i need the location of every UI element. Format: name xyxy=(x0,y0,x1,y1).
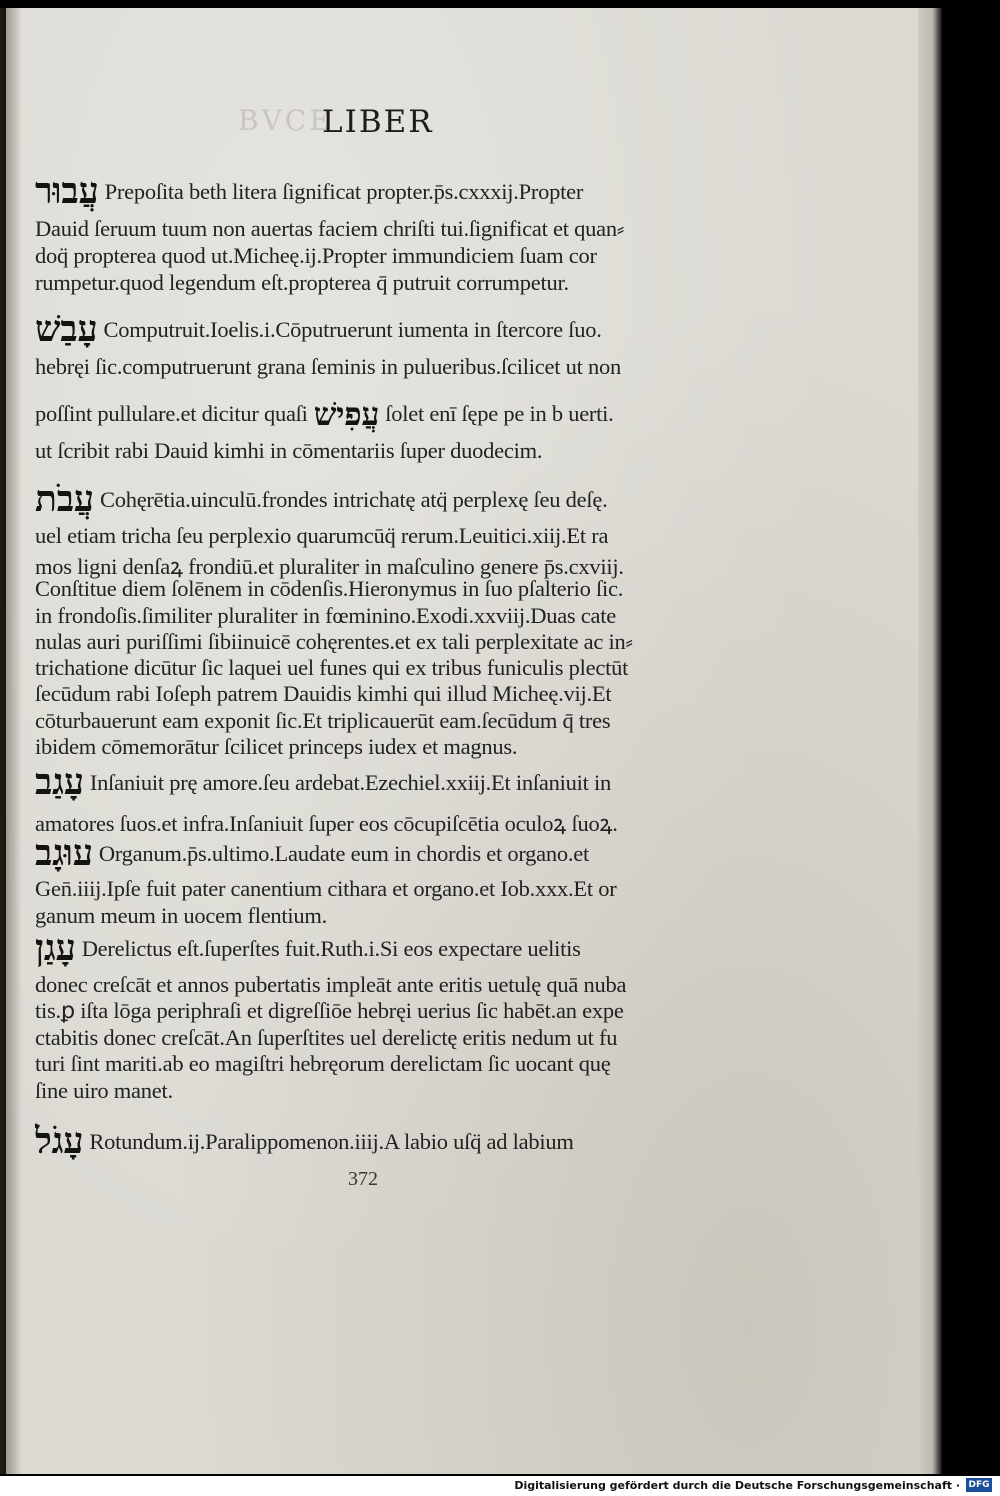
entry-line: ſecūdum rabi Ioſeph patrem Dauidis kimhi qui illud Micheę.vij.Et xyxy=(35,681,612,706)
hebrew-headword: עֲבוּר xyxy=(35,170,99,212)
show-through-heading: BVCE xyxy=(238,104,333,137)
hebrew-headword: עָגַן xyxy=(35,927,76,969)
binding-shadow xyxy=(0,8,22,1474)
hebrew-headword: עָבַשׁ xyxy=(35,308,98,350)
running-head: LIBER xyxy=(322,104,434,140)
entry-line: turi ſint mariti.ab eo magiſtri hebręorum derelictam ſic uocant quę xyxy=(35,1051,611,1076)
entry-line: trichatione dicūtur ſic laquei uel funes qui ex tribus funiculis plectūt xyxy=(35,655,629,680)
dfg-logo: DFG xyxy=(966,1478,992,1492)
entry-line: mos ligni denſaꝝ frondiū.et pluraliter in maſculino genere p̄s.cxviij. xyxy=(35,554,624,579)
entry-line: Dauid ſeruum tuum non auertas faciem chriſti tui.ſignificat et quan⸗ xyxy=(35,216,625,241)
entry-line: uel etiam tricha ſeu perplexio quarumcūq̈ rerum.Leuitici.xiij.Et ra xyxy=(35,523,609,548)
entry-text: ſolet enī ſępe pe in b uerti. xyxy=(385,401,614,426)
funding-credit: Digitalisierung gefördert durch die Deutsche Forschungsgemeinschaft · xyxy=(514,1479,960,1492)
entry-text: Inſaniuit prę amore.ſeu ardebat.Ezechiel.xxiij.Et inſaniuit in xyxy=(89,770,612,795)
entry-line xyxy=(35,170,685,212)
entry-text: poſſint pullulare.et dicitur quaſi xyxy=(35,401,308,426)
entry-line: nulas auri puriſſimi ſibiinuicē cohęrentes.et ex tali perplexitate ac in⸗ xyxy=(35,629,633,654)
entry-line xyxy=(35,1120,685,1162)
entry-line: donec creſcāt et annos pubertatis impleāt ante eritis uetulę quā nuba xyxy=(35,972,627,997)
hebrew-headword: עוּגָב xyxy=(35,832,93,874)
entry-line xyxy=(35,395,685,433)
entry-line xyxy=(35,478,685,520)
entry-line: cōturbauerunt eam exponit ſic.Et triplicauerūt eam.ſecūdum q̄ tres xyxy=(35,708,611,733)
entry-line xyxy=(35,308,685,350)
entry-line: ganum meum in uocem flentium. xyxy=(35,903,328,928)
entry-text: Prepoſita beth litera ſignificat propter.p̄s.cxxxij.Propter xyxy=(104,179,584,204)
hebrew-headword: עָגַב xyxy=(35,761,84,803)
entry-text: Rotundum.ij.Paralippomenon.iiij.A labio uſq̈ ad labium xyxy=(89,1129,574,1154)
entry-line xyxy=(35,927,685,969)
entry-text: Cohęrētia.uinculū.frondes intrichatę atq̈ perplexę ſeu deſę. xyxy=(99,487,608,512)
hebrew-headword: עֲבֹת xyxy=(35,478,94,520)
entry-line: hebręi ſic.computruerunt grana ſeminis in pulueribus.ſcilicet ut non xyxy=(35,354,621,379)
entry-line xyxy=(35,832,685,874)
hebrew-inline-word: עֲפִישׁ xyxy=(313,395,380,433)
entry-text: Computruit.Ioelis.i.Cōputruerunt iumenta in ſtercore ſuo. xyxy=(103,317,602,342)
entry-line: ctabitis donec creſcāt.An ſuperſtites uel derelictę eritis nedum ut fu xyxy=(35,1025,618,1050)
page-edge xyxy=(918,8,942,1474)
entry-line: Conſtitue diem ſolēnem in cōdenſis.Hieronymus in ſuo pſalterio ſic. xyxy=(35,576,624,601)
entry-line: doq̈ propterea quod ut.Micheę.ij.Propter immundiciem ſuam cor xyxy=(35,243,597,268)
entry-line: ut ſcribit rabi Dauid kimhi in cōmentariis ſuper duodecim. xyxy=(35,438,543,463)
entry-line: in frondoſis.ſimiliter pluraliter in fœminino.Exodi.xxviij.Duas cate xyxy=(35,603,617,628)
entry-line: tis.ꝑ iſta lōga periphraſi et digreſſiōe hebręi uerius ſic habēt.an expe xyxy=(35,998,624,1023)
entry-line: rumpetur.quod legendum eſt.propterea q̄ putruit corrumpetur. xyxy=(35,270,569,295)
digitization-footer xyxy=(0,1476,1000,1496)
hebrew-headword: עָגֹל xyxy=(35,1120,84,1162)
entry-line: amatores ſuos.et infra.Inſaniuit ſuper eos cōcupiſcētia oculoꝝ ſuoꝝ. xyxy=(35,811,618,836)
entry-text: Organum.p̄s.ultimo.Laudate eum in chordis et organo.et xyxy=(98,841,590,866)
entry-line xyxy=(35,761,685,803)
entry-line: ſine uiro manet. xyxy=(35,1078,173,1103)
entry-line: ibidem cōmemorātur ſcilicet princeps iudex et magnus. xyxy=(35,734,518,759)
entry-line: Gen̄.iiij.Ipſe fuit pater canentium cithara et organo.et Iob.xxx.Et or xyxy=(35,876,617,901)
entry-text: Derelictus eſt.ſuperſtes fuit.Ruth.i.Si eos expectare uelitis xyxy=(81,936,581,961)
folio-number: 372 xyxy=(348,1168,378,1190)
